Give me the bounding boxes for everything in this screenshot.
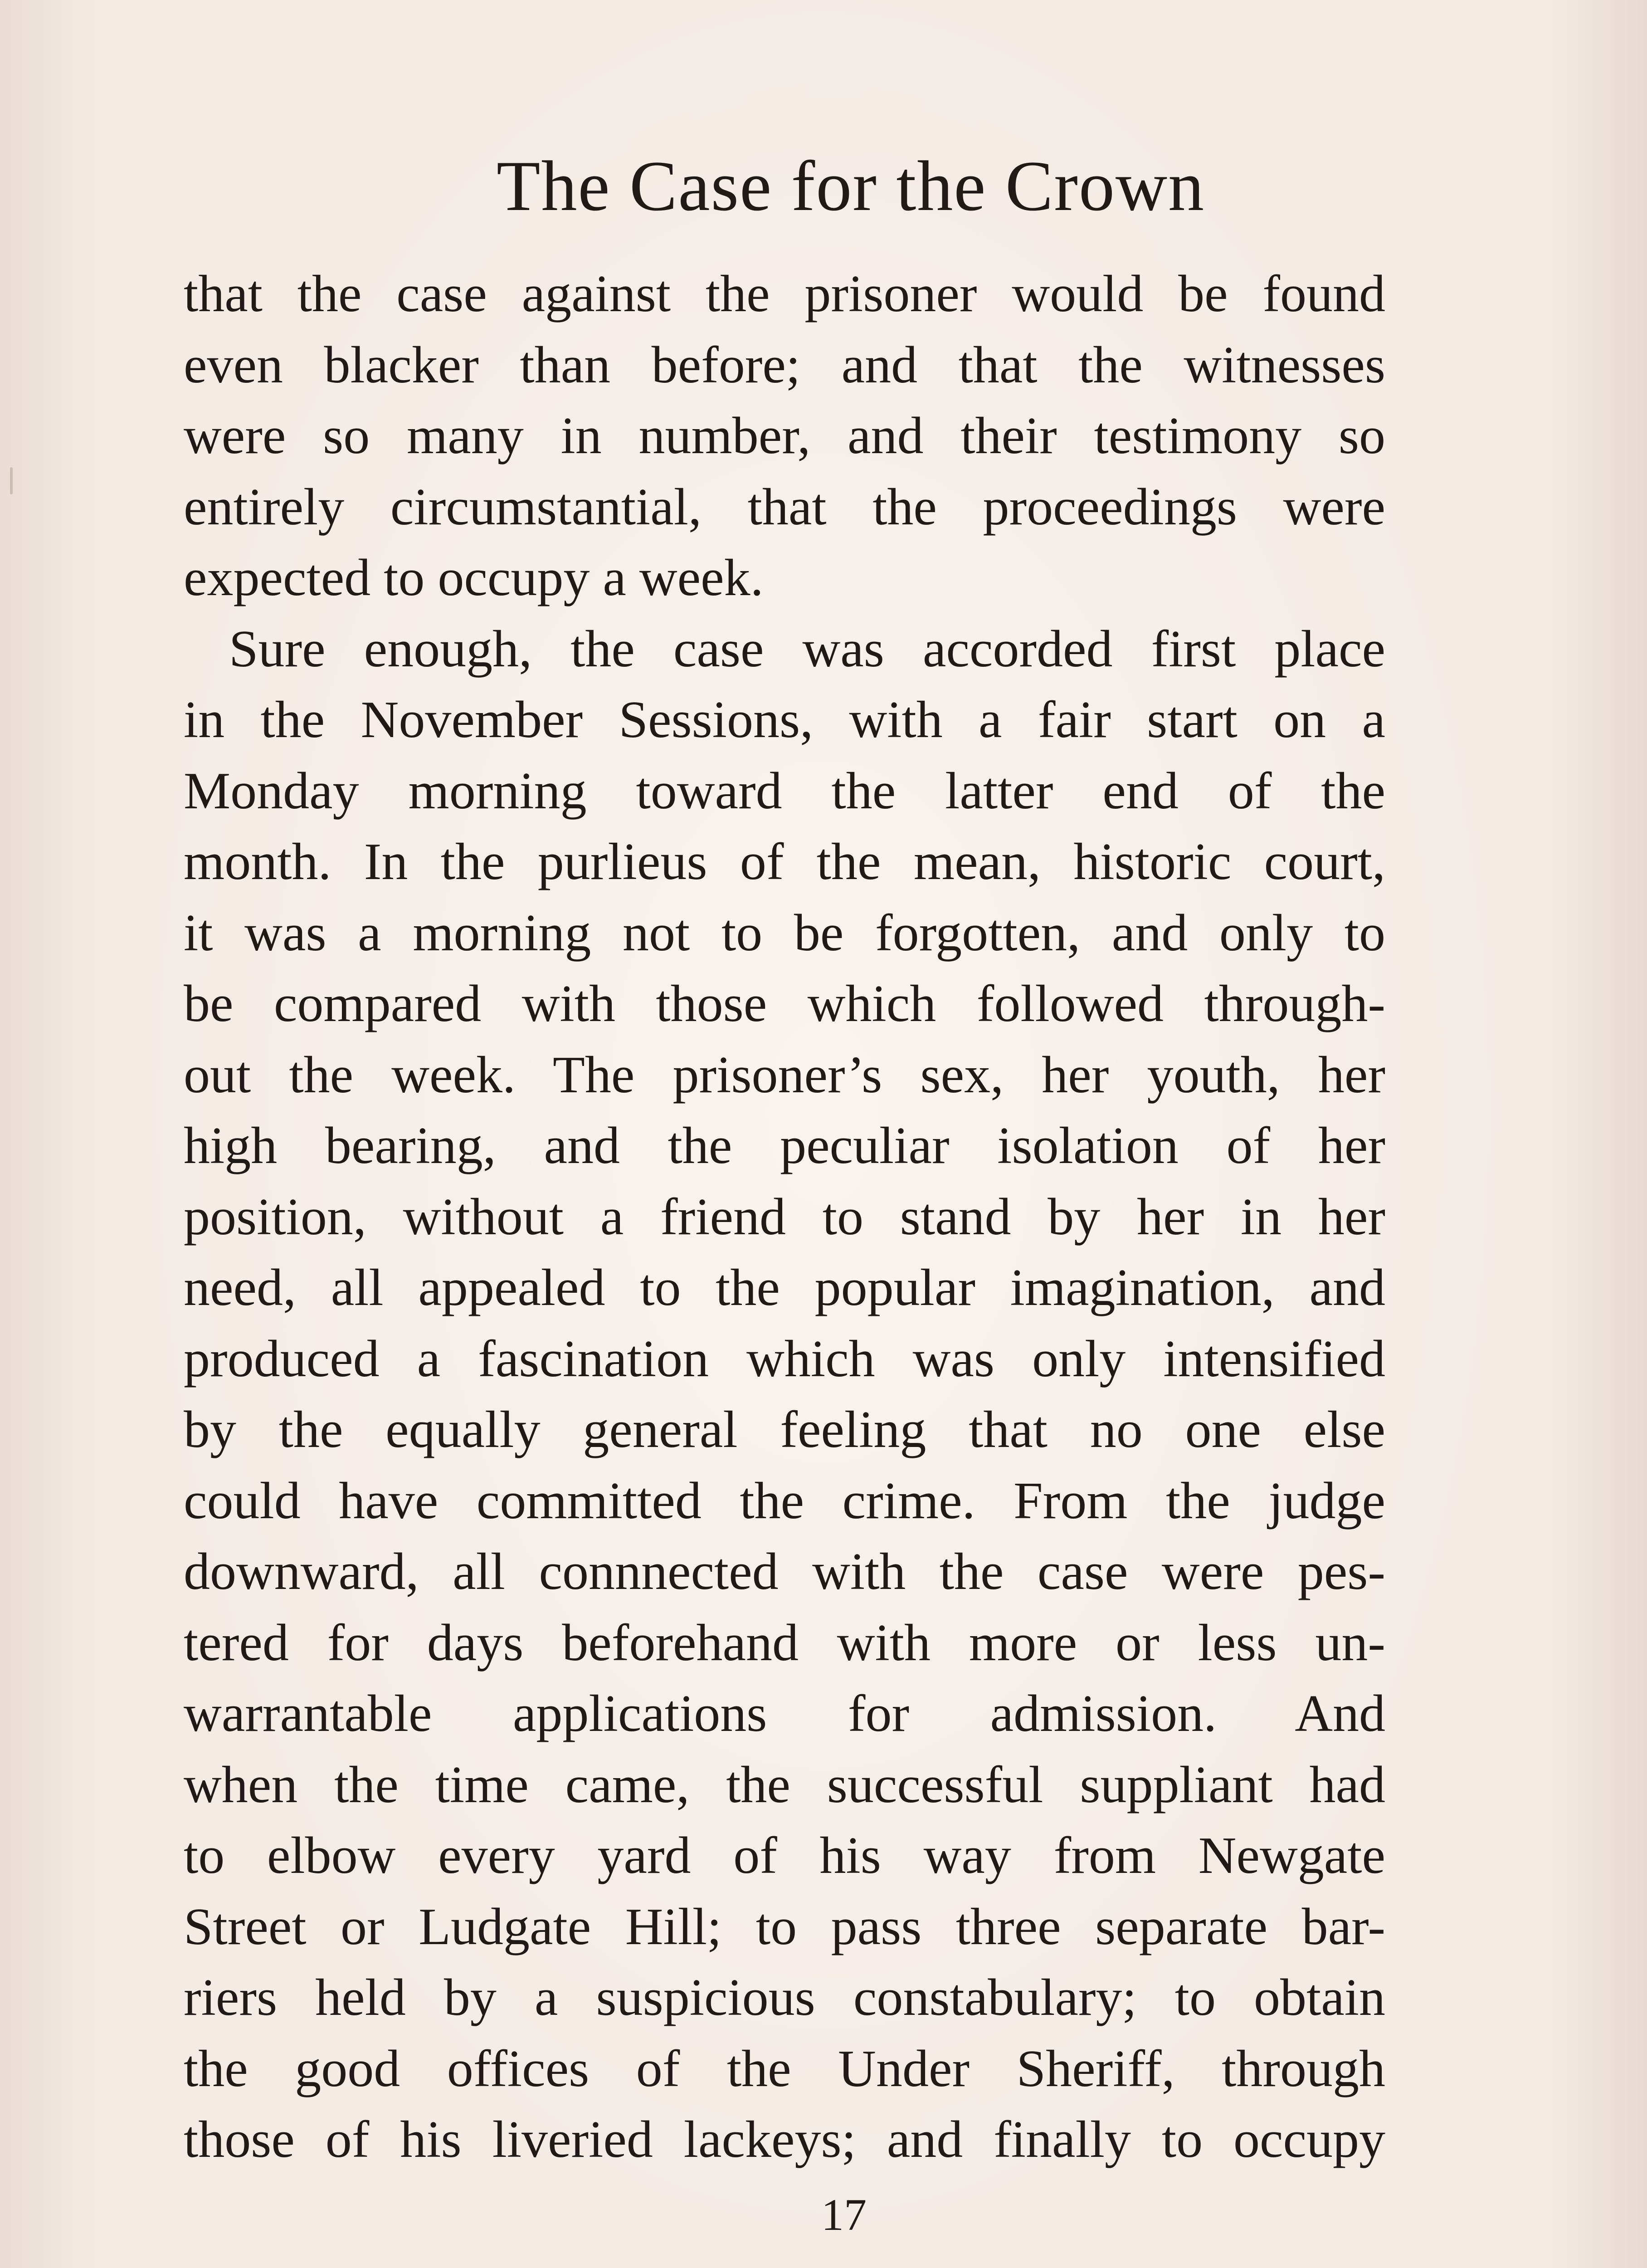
text-line: when the time came, the successful suppliant had (184, 1755, 1385, 1814)
text-line: expected to occupy a week. (184, 549, 764, 607)
page-edge-mark (10, 467, 13, 494)
body-text (184, 259, 1385, 2175)
text-line: month. In the purlieus of the mean, historic court, (184, 833, 1385, 891)
text-line: that the case against the prisoner would be found (184, 265, 1385, 323)
text-line: out the week. The prisoner’s sex, her youth, her (184, 1046, 1385, 1104)
text-line: downward, all connnected with the case were pes- (184, 1543, 1385, 1601)
text-line: warrantable applications for admission. And (184, 1685, 1385, 1743)
text-line: those of his liveried lackeys; and finally to occupy (184, 2111, 1385, 2169)
text-line: position, without a friend to stand by her in her (184, 1188, 1385, 1246)
text-line: by the equally general feeling that no one else (184, 1401, 1385, 1459)
text-line: Sure enough, the case was accorded first place (229, 620, 1385, 678)
text-line: could have committed the crime. From the judge (184, 1471, 1385, 1530)
text-line: Monday morning toward the latter end of the (184, 762, 1385, 820)
text-line: produced a fascination which was only intensified (184, 1330, 1385, 1388)
text-line: need, all appealed to the popular imagination, and (184, 1259, 1385, 1317)
running-head: The Case for the Crown (496, 147, 1205, 226)
text-line: high bearing, and the peculiar isolation of her (184, 1117, 1385, 1175)
text-line: tered for days beforehand with more or less un- (184, 1613, 1385, 1672)
text-line: it was a morning not to be forgotten, and only to (184, 904, 1385, 962)
text-line: were so many in number, and their testimony so (184, 407, 1385, 465)
text-line: even blacker than before; and that the witnesses (184, 336, 1385, 394)
text-line: the good offices of the Under Sheriff, through (184, 2039, 1385, 2098)
text-line: to elbow every yard of his way from Newgate (184, 1827, 1385, 1885)
text-line: riers held by a suspicious constabulary; to obtain (184, 1969, 1385, 2027)
text-line: Street or Ludgate Hill; to pass three separate bar- (184, 1897, 1385, 1956)
text-line: in the November Sessions, with a fair start on a (184, 691, 1385, 749)
page-number: 17 (821, 2190, 867, 2240)
text-line: be compared with those which followed through- (184, 975, 1385, 1033)
text-line: entirely circumstantial, that the proceedings were (184, 478, 1385, 536)
